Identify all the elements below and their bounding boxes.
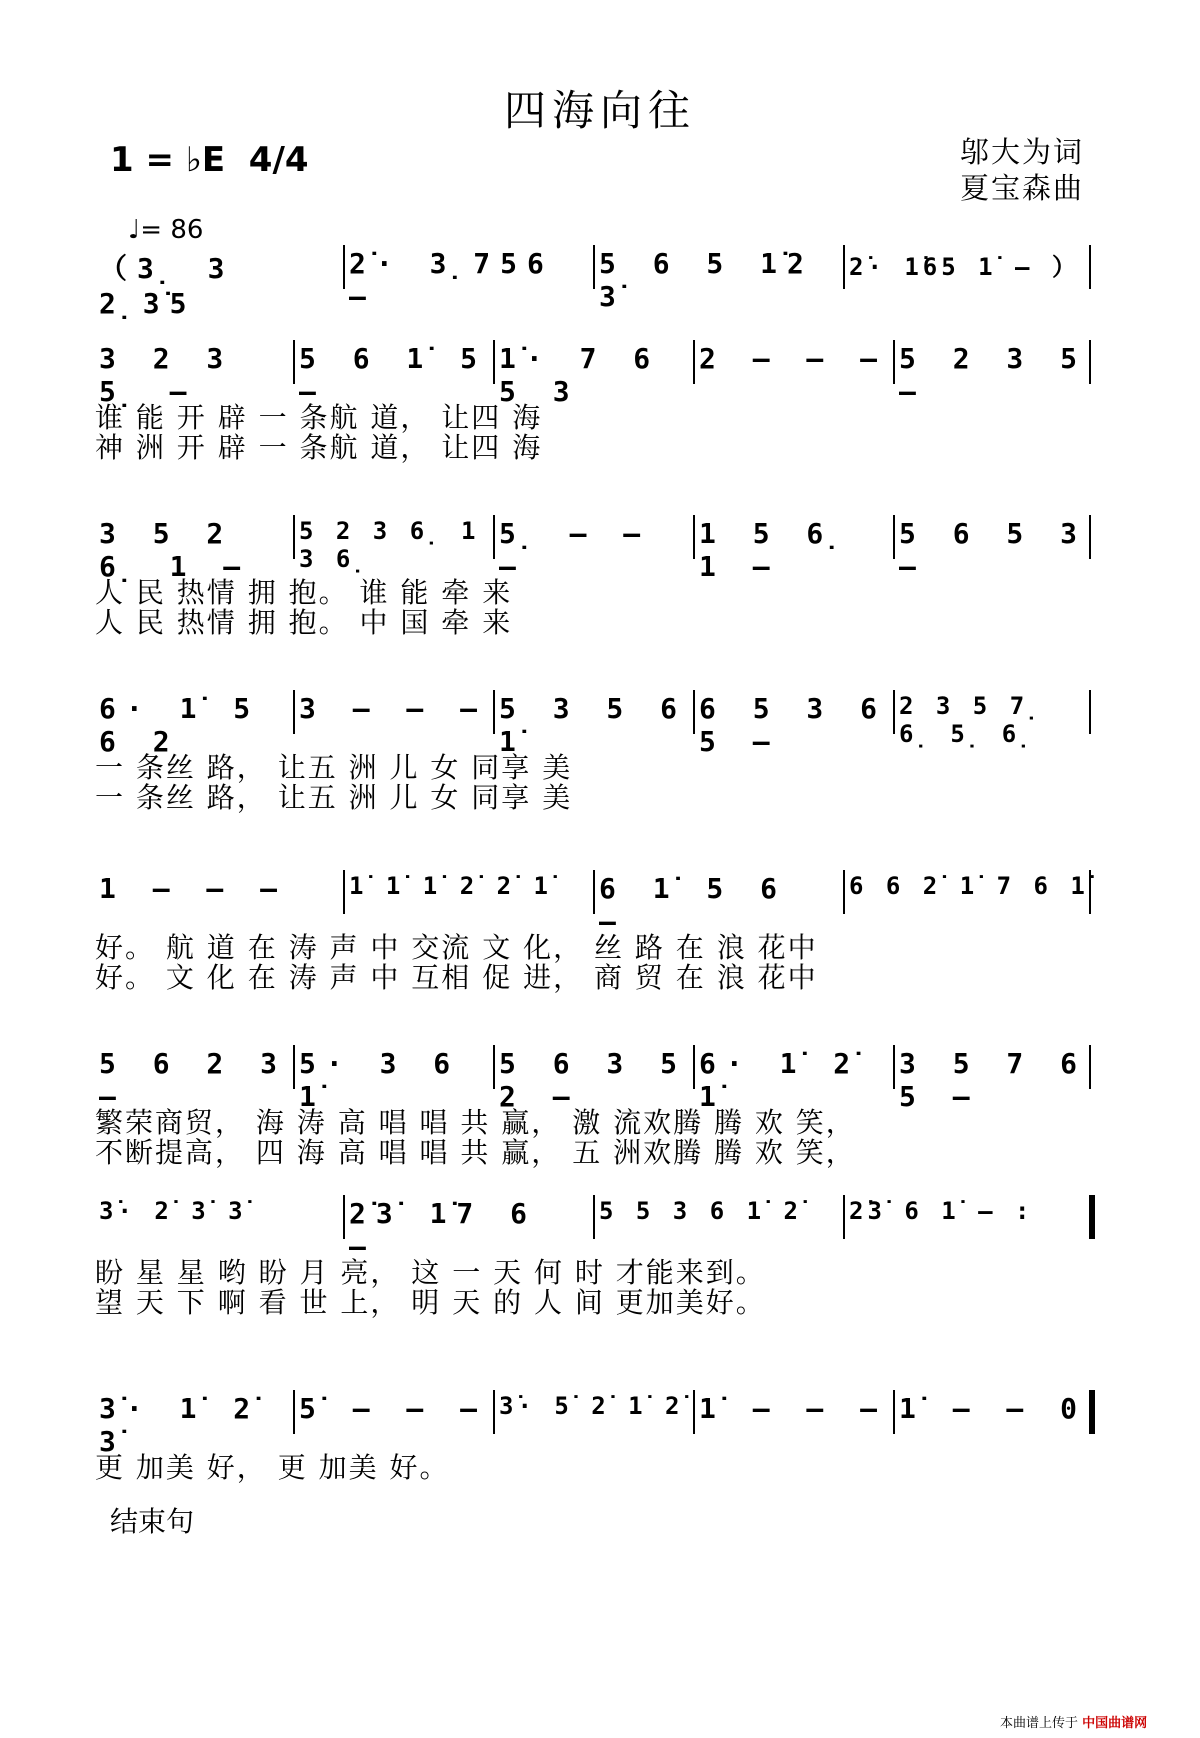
lyric-line: 好。 文 化 在 涛 声 中 互相 促 进， 商 贸 在 浪 花中 (95, 961, 818, 994)
measure: 1 – – – (99, 872, 288, 905)
measure: 1̇· 7 6 5 3 (499, 342, 661, 408)
barline (493, 340, 495, 384)
measure: 5 2 3 5 – (899, 342, 1088, 408)
barline (493, 515, 495, 559)
measure: （3̣ 3 2̣3̇5 (99, 252, 235, 320)
measure: 3̇· 1̇ 2̇ 3̇ (99, 1392, 261, 1458)
barline (693, 1390, 695, 1434)
measure: 2̇3̇ 6 1̇ – : (849, 1197, 1034, 1225)
measure: 5 6 2 3 – (99, 1047, 288, 1113)
barline (593, 1195, 595, 1239)
barline (493, 1045, 495, 1089)
tempo-marking: ♩= 86 (128, 215, 204, 245)
final-barline (1089, 1045, 1091, 1089)
measure: 1 5 6̣ 1 – (699, 517, 851, 583)
barline (693, 340, 695, 384)
barline (343, 870, 345, 914)
barline (343, 1195, 345, 1239)
measure: 5 6 5 3 – (899, 517, 1088, 583)
barline (493, 690, 495, 734)
lyric-line: 一 条丝 路， 让五 洲 儿 女 同享 美 (95, 751, 573, 784)
measure: 5· 3 6 1̇ (299, 1047, 461, 1113)
lyric-line: 一 条丝 路， 让五 洲 儿 女 同享 美 (95, 781, 573, 814)
measure: 5 5 3 6 1̇ 2̇ (599, 1197, 802, 1225)
measure: 2 – – – (699, 342, 888, 375)
measure: 5̇ – – – (299, 1392, 488, 1425)
lyric-line: 好。 航 道 在 涛 声 中 交流 文 化， 丝 路 在 浪 花中 (95, 931, 818, 964)
barline (893, 690, 895, 734)
lyric-line: 盼 星 星 哟 盼 月 亮， 这 一 天 何 时 才能来到。 (95, 1256, 766, 1289)
page-title: 四海向往 (503, 86, 696, 135)
notation-row (95, 1195, 1095, 1263)
measure: 5̣ – – – (499, 517, 651, 583)
measure: 3̇· 2̇ 3̇ 3̇ (99, 1197, 247, 1225)
lyric-line: 望 天 下 啊 看 世 上， 明 天 的 人 间 更加美好。 (95, 1286, 766, 1319)
composer-credit: 夏宝森曲 (960, 171, 1085, 205)
barline (293, 1045, 295, 1089)
barline (893, 1045, 895, 1089)
lyric-line: 谁 能 开 辟 一 条航 道， 让四 海 (95, 401, 543, 434)
lyric-line: 不断提高， 四 海 高 唱 唱 共 赢， 五 洲欢腾 腾 欢 笑， (95, 1136, 856, 1169)
final-barline (1089, 870, 1091, 914)
barline (293, 515, 295, 559)
measure: 6 1̇ 5 6 – (599, 872, 788, 938)
measure: 5 2 3 6̣ 1 3 6̣ (299, 517, 480, 573)
site-footer: 本曲谱上传于 中国曲谱网 (1000, 1716, 1148, 1731)
final-barline (1089, 340, 1091, 384)
final-barline (1089, 1195, 1095, 1239)
measure: 2̇3̇ 1̇7 6 – (349, 1197, 538, 1263)
barline (493, 1390, 495, 1434)
final-barline (1089, 690, 1091, 734)
lyric-line: 人 民 热情 拥 抱。 谁 能 牵 来 (95, 576, 513, 609)
barline (843, 245, 845, 289)
measure: 3 – – – (299, 692, 488, 725)
barline (593, 870, 595, 914)
lyricist-credit: 邬大为词 (960, 135, 1085, 169)
measure: 3̇· 5̇ 2̇ 1̇ 2̇ (499, 1392, 684, 1420)
ending-label: 结束句 (110, 1505, 195, 1538)
measure: 6 6 2̇ 1̇ 7 6 1̇ (849, 872, 1089, 900)
barline (593, 245, 595, 289)
lyric-line: 人 民 热情 拥 抱。 中 国 牵 来 (95, 606, 513, 639)
final-barline (1089, 515, 1091, 559)
measure: 3 5 2 6̣ 1 – (99, 517, 251, 583)
measure: 5 6 1̇ 5 – (299, 342, 488, 408)
final-barline (1089, 1390, 1095, 1434)
lyric-line: 神 洲 开 辟 一 条航 道， 让四 海 (95, 431, 543, 464)
barline (293, 690, 295, 734)
barline (693, 515, 695, 559)
measure: 1̇ 1̇ 1̇ 2̇ 2̇ 1̇ (349, 872, 552, 900)
lyric-line: 繁荣商贸， 海 涛 高 唱 唱 共 赢， 激 流欢腾 腾 欢 笑， (95, 1106, 856, 1139)
barline (693, 1045, 695, 1089)
measure: 1̇ – – 0 (899, 1392, 1088, 1425)
notation-row (95, 690, 1095, 758)
measure: 2̇· 3̣756 – (349, 247, 554, 313)
measure: 6 5 3 6 5 – (699, 692, 888, 758)
notation-row (95, 245, 1095, 320)
notation-row (95, 1390, 1095, 1458)
barline (893, 340, 895, 384)
measure: 6· 1̇ 2̇ 1̇ (699, 1047, 861, 1113)
notation-row (95, 1045, 1095, 1113)
notation-row (95, 340, 1095, 408)
barline (343, 245, 345, 289)
barline (843, 1195, 845, 1239)
measure: 2 3 5 7̣ 6̣ 5̣ 6̣ (899, 692, 1043, 748)
barline (293, 340, 295, 384)
measure: 2̇· 1̇65 1̇ – ） (849, 253, 1080, 281)
measure: 5 6 5 1̇2 3̇ (599, 247, 814, 313)
lyric-line: 更 加美 好， 更 加美 好。 (95, 1451, 450, 1484)
measure: 5 6 3 5 2 – (499, 1047, 688, 1113)
measure: 5 3 5 6 1̇ (499, 692, 688, 758)
final-barline (1089, 245, 1091, 289)
key-signature: 1 = ♭E 4/4 (110, 140, 309, 180)
barline (693, 690, 695, 734)
barline (893, 515, 895, 559)
measure: 1̇ – – – (699, 1392, 888, 1425)
measure: 3 2 3 5̣ – (99, 342, 234, 408)
measure: 3 5 7 6 5 – (899, 1047, 1088, 1113)
barline (843, 870, 845, 914)
barline (293, 1390, 295, 1434)
time-signature: 4/4 (248, 140, 309, 180)
barline (893, 1390, 895, 1434)
measure: 6· 1̇ 5 6 2 (99, 692, 261, 758)
notation-row (95, 870, 1095, 938)
notation-row (95, 515, 1095, 583)
